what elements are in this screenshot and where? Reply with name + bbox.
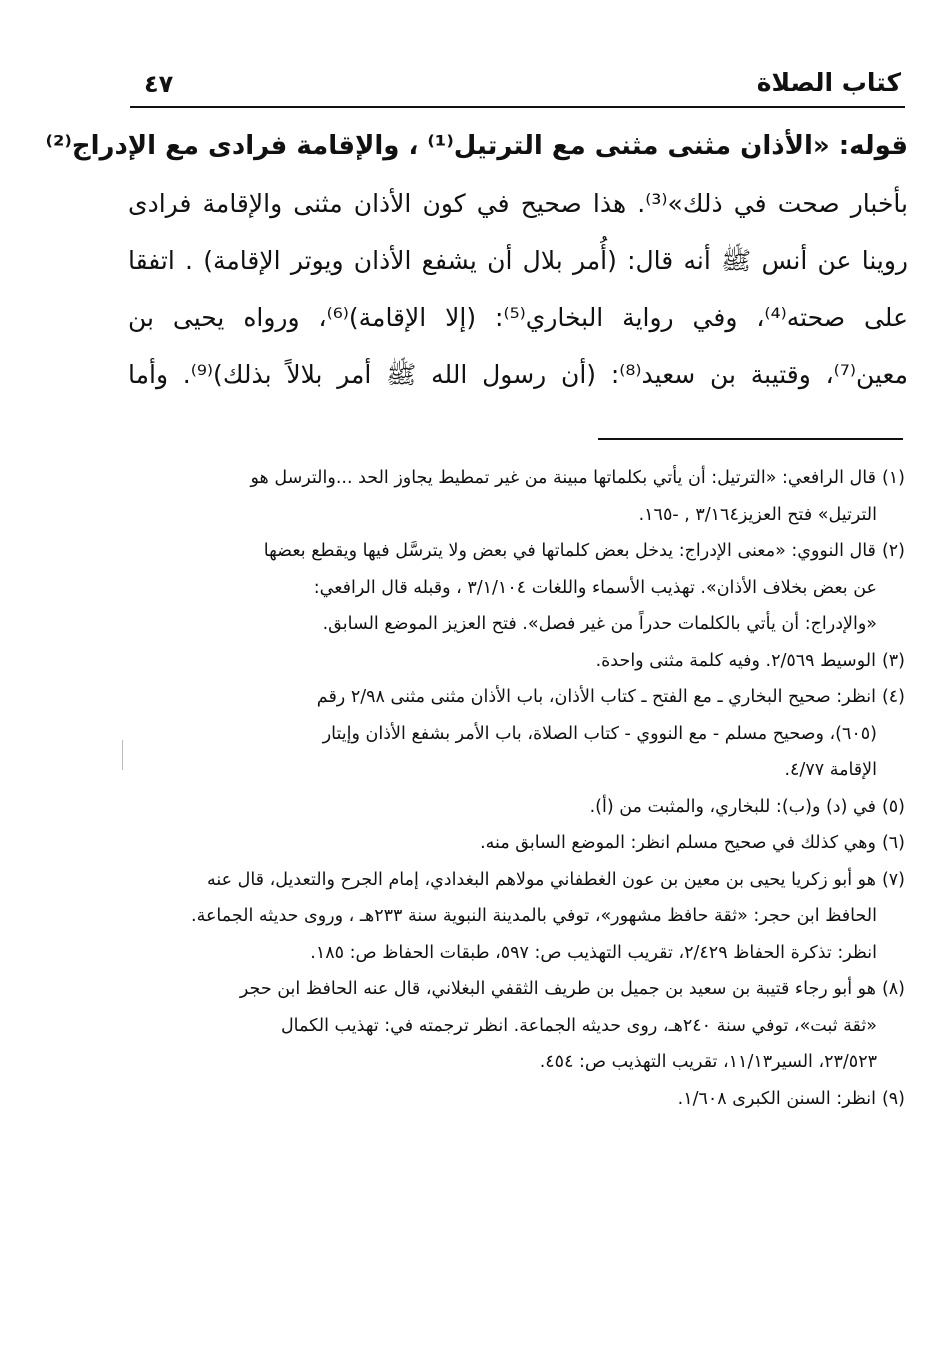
main-line: على صحته⁽⁴⁾، وفي رواية البخاري⁽⁵⁾: (إلا الإقامة)⁽⁶⁾، ورواه يحيى بن [128, 303, 909, 332]
main-line: قوله: «الأذان مثنى مثنى مع الترتيل⁽¹⁾ ، والإقامة فرادى مع الإدراج⁽²⁾ [45, 131, 908, 161]
footnote-line: قال النووي: «معنى الإدراج: يدخل بعض كلماتها في بعض ولا يترسَّل فيها ويقطع بعضها [263, 541, 876, 561]
footnote-number: (٣) [881, 650, 905, 671]
footnote [150, 679, 905, 789]
footnote-line: الوسيط ٢/٥٦٩. وفيه كلمة مثنى واحدة. [595, 650, 876, 671]
footnote-line: عن بعض بخلاف الأذان». تهذيب الأسماء واللغات ٣/١/١٠٤ ، وقبله قال الرافعي: [313, 577, 877, 598]
page-header [130, 62, 905, 108]
footnote-line: انظر: تذكرة الحفاظ ٢/٤٢٩، تقريب التهذيب ص: ٥٩٧، طبقات الحفاظ ص: ١٨٥. [310, 942, 877, 963]
footnote [150, 971, 905, 1081]
page-number: ٤٧ [144, 70, 174, 98]
footnote [150, 1081, 905, 1118]
footnote-number: (٦) [881, 833, 905, 853]
footnote-line: ٢٣/٥٢٣، السير١١/١٣، تقريب التهذيب ص: ٤٥٤. [539, 1052, 877, 1072]
margin-mark [122, 740, 123, 770]
main-line: روينا عن أنس ﷺ أنه قال: (أُمر بلال أن يشفع الأذان ويوتر الإقامة) . اتفقا [128, 246, 908, 275]
footnote [150, 862, 905, 972]
footnote-number: (٧) [881, 869, 905, 890]
footnote-line: في (د) و(ب): للبخاري، والمثبت من (أ). [589, 796, 876, 817]
footnote [150, 825, 905, 862]
main-line: بأخبار صحت في ذلك»⁽³⁾. هذا صحيح في كون الأذان مثنى والإقامة فرادى [128, 189, 908, 218]
footnote-number: (١) [881, 468, 905, 488]
main-line: معين⁽⁷⁾، وقتيبة بن سعيد⁽⁸⁾: (أن رسول الله ﷺ أمر بلالاً بذلك)⁽⁹⁾. وأما [128, 360, 908, 389]
footnote-line: قال الرافعي: «الترتيل: أن يأتي بكلماتها مبينة من غير تمطيط يجاوز الحد ...والترسل هو [250, 468, 876, 488]
footnote-number: (٨) [881, 979, 905, 999]
footnote-line: (٦٠٥)، وصحيح مسلم - مع النووي - كتاب الصلاة، باب الأمر بشفع الأذان وإيتار [322, 723, 877, 744]
footnote-number: (٢) [881, 541, 905, 561]
footnote-line: الإقامة ٤/٧٧. [784, 760, 877, 780]
footnote-line: هو أبو رجاء قتيبة بن سعيد بن جميل بن طريف الثقفي البغلاني، قال عنه الحافظ ابن حجر [239, 979, 876, 999]
footnotes [150, 460, 905, 1117]
footnote [150, 460, 905, 533]
footnote-line: وهي كذلك في صحيح مسلم انظر: الموضع السابق منه. [480, 833, 876, 853]
footnote [150, 533, 905, 643]
footnote [150, 789, 905, 826]
footnote-line: «ثقة ثبت»، توفي سنة ٢٤٠هـ، روى حديثه الجماعة. انظر ترجمته في: تهذيب الكمال [280, 1015, 877, 1036]
main-text [45, 118, 909, 403]
footnote-line: انظر: صحيح البخاري ـ مع الفتح ـ كتاب الأذان، باب الأذان مثنى مثنى ٢/٩٨ رقم [316, 687, 876, 707]
footnote-line: «والإدراج: أن يأتي بالكلمات حدراً من غير فصل». فتح العزيز الموضع السابق. [322, 614, 877, 634]
footnote-line: الترتيل» فتح العزيز٣/١٦٤ , -١٦٥. [638, 504, 877, 525]
footnote-line: انظر: السنن الكبرى ١/٦٠٨. [677, 1088, 876, 1109]
footnote-divider [598, 438, 903, 440]
footnote-number: (٥) [881, 796, 905, 817]
footnote-number: (٩) [881, 1088, 905, 1109]
footnote-line: الحافظ ابن حجر: «ثقة حافظ مشهور»، توفي بالمدينة النبوية سنة ٢٣٣هـ ، وروى حديثه الجماعة. [191, 906, 877, 926]
running-head: كتاب الصلاة [756, 68, 901, 97]
footnote [150, 643, 905, 680]
footnote-line: هو أبو زكريا يحيى بن معين بن عون الغطفاني مولاهم البغدادي، إمام الجرح والتعديل، قال عنه [206, 869, 876, 890]
footnote-number: (٤) [881, 687, 905, 707]
